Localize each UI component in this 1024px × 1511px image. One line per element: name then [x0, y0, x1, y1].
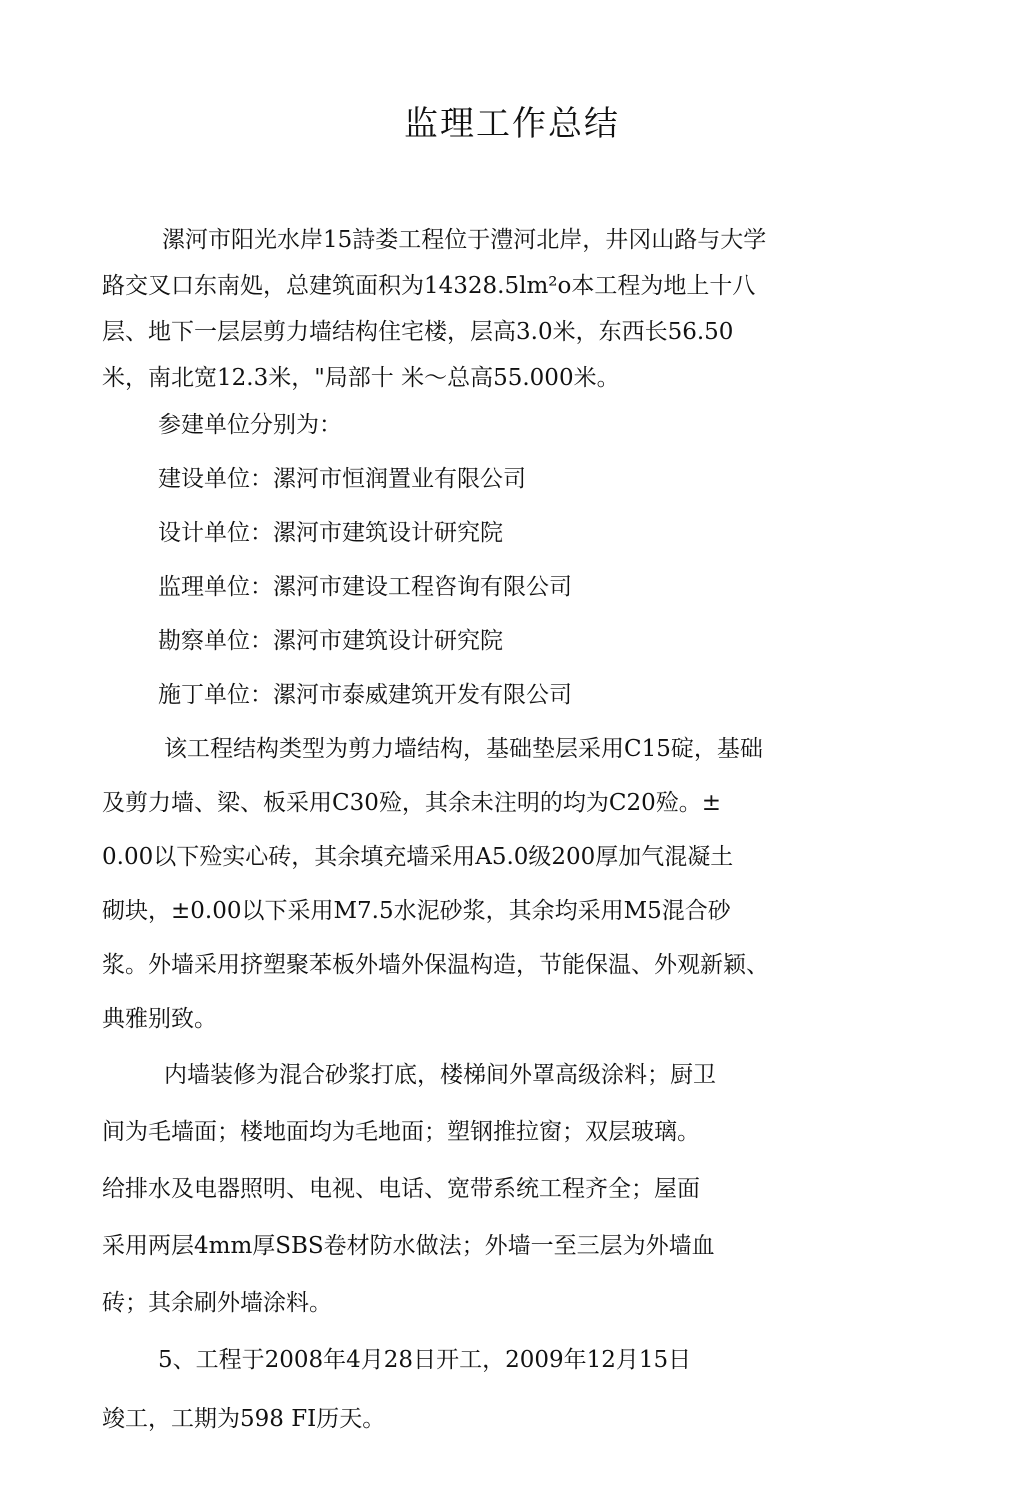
- construction-unit: 建设单位：漯河市恒润置业有限公司: [158, 466, 526, 492]
- paragraph-line: 浆。外墙采用挤塑聚苯板外墙外保温构造，节能保温、外观新颖、: [102, 952, 769, 978]
- paragraph-line: 砌块，±0.00以下采用M7.5水泥砂浆，其余均采用M5混合砂: [102, 898, 731, 924]
- paragraph-line: 5、工程于2008年4月28日开工，2009年12月15日: [158, 1347, 692, 1373]
- paragraph-line: 采用两层4mm厚SBS卷材防水做法；外墙一至三层为外墙血: [102, 1233, 715, 1259]
- paragraph-line: 0.00以下殓实心砖，其余填充墙采用A5.0级200厚加气混凝土: [102, 844, 734, 870]
- paragraph-line: 及剪力墙、梁、板采用C30殓，其余未注明的均为C20殓。±: [102, 790, 722, 816]
- paragraph-line: 该工程结构类型为剪力墙结构，基础垫层采用C15碇，基础: [164, 736, 763, 762]
- paragraph-line: 路交叉口东南処，总建筑面积为14328.5lm²o本工程为地上十八: [102, 273, 756, 299]
- survey-unit: 勘察单位：漯河市建筑设计研究院: [158, 628, 503, 654]
- participants-heading: 参建单位分别为：: [158, 412, 342, 438]
- paragraph-line: 内墙装修为混合砂浆打底，楼梯间外罩高级涂料；厨卫: [164, 1062, 716, 1088]
- paragraph-line: 米，南北宽12.3米，"局部十 米～总高55.000米。: [102, 365, 620, 391]
- document-title: 监理工作总结: [404, 104, 620, 144]
- paragraph-line: 竣工，工期为598 FI历天。: [102, 1406, 386, 1432]
- builder-unit: 施丁单位：漯河市泰威建筑开发有限公司: [158, 682, 572, 708]
- supervision-unit: 监理单位：漯河市建设工程咨询有限公司: [158, 574, 572, 600]
- paragraph-line: 层、地下一层层剪力墙结构住宅楼，层高3.0米，东西长56.50: [102, 319, 734, 345]
- paragraph-line: 漯河市阳光水岸15詩娄工程位于澧河北岸，井冈山路与大学: [162, 227, 767, 253]
- paragraph-line: 间为毛墙面；楼地面均为毛地面；塑钢推拉窗；双层玻璃。: [102, 1119, 700, 1145]
- paragraph-line: 给排水及电器照明、电视、电话、宽带系统工程齐全；屋面: [102, 1176, 700, 1202]
- paragraph-line: 砖；其余刷外墙涂料。: [102, 1290, 332, 1316]
- design-unit: 设计单位：漯河市建筑设计研究院: [158, 520, 503, 546]
- paragraph-line: 典雅别致。: [102, 1006, 217, 1032]
